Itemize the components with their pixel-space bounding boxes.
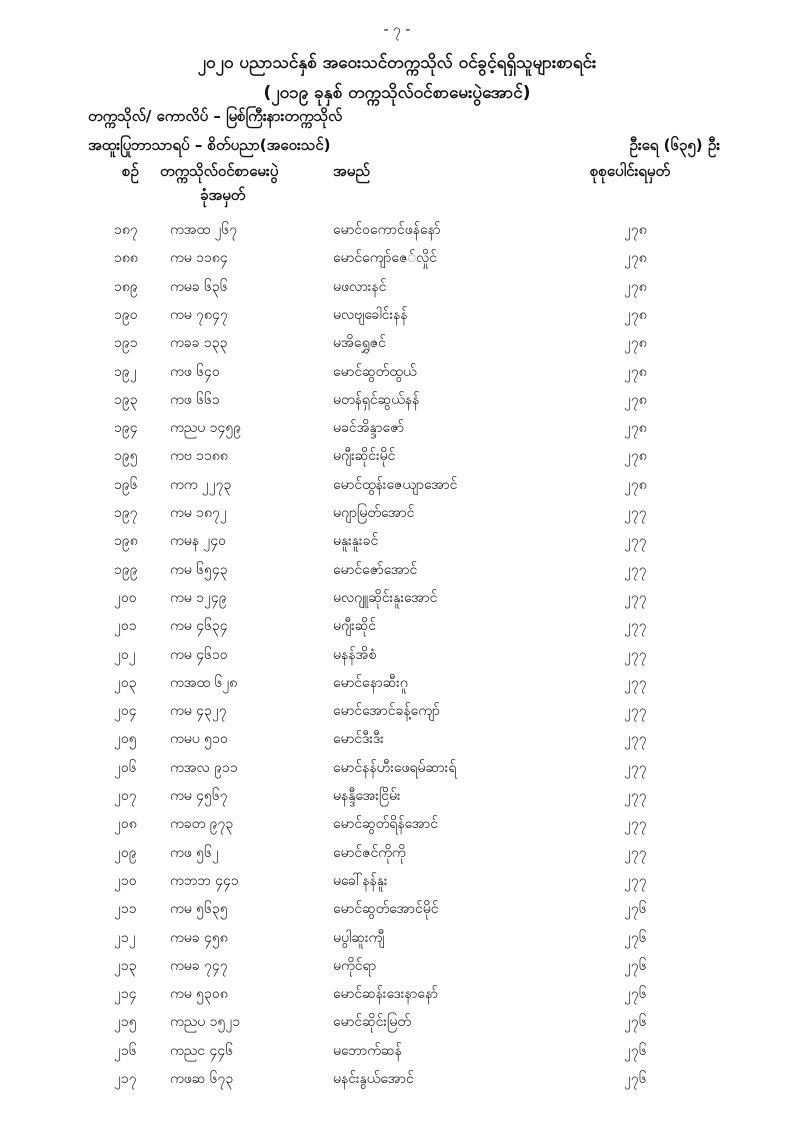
table-row (0, 503, 794, 531)
student-name: မအိရွှေဇင် (333, 335, 386, 352)
row-number: ၁၉၄ (114, 420, 138, 437)
total-marks: ၂၇၇ (624, 561, 647, 578)
student-name: မောင်ကျော်ဇေ်လှိုင် (333, 250, 437, 267)
total-marks: ၂၇၆ (624, 986, 647, 1003)
roll-number: ကမ ၅၃၀၈ (170, 986, 228, 1003)
roll-number: ကမ ၁၂၄၉ (170, 589, 227, 606)
roll-number: ကမန ၂၄၀ (170, 533, 227, 550)
total-marks: ၂၇၇ (624, 872, 647, 889)
table-row (0, 616, 794, 644)
student-name: မနန္ဒီအေးငြိမ်း (333, 788, 401, 804)
row-number: ၂၁၄ (114, 986, 137, 1003)
roll-number: ကမ ၁၈၇၂ (170, 505, 227, 521)
table-row (0, 645, 794, 673)
column-header-marks: စုစုပေါင်းရမှတ် (590, 162, 671, 180)
student-name: မဘောက်ဆန် (333, 1042, 402, 1059)
roll-number: ကမ ၁၁၈၄ (170, 250, 228, 267)
table-row (0, 928, 794, 956)
roll-number: ကမခ ၇၄၇ (170, 957, 228, 974)
table-row (0, 277, 794, 305)
roll-number: ကဖဆ ၆၇၃ (170, 1071, 234, 1087)
row-number: ၂၀၂ (114, 646, 136, 663)
row-number: ၂၀၅ (114, 731, 137, 748)
total-marks: ၂၇၆ (624, 1042, 647, 1059)
table-row (0, 871, 794, 899)
student-name: မောင်ဆွတ်ရိန်အောင် (333, 816, 438, 833)
student-name: မောင်ဆွတ်ထွယ် (333, 363, 417, 380)
row-number: ၁၉၂ (114, 363, 137, 380)
total-marks: ၂၇၇ (624, 618, 647, 635)
student-name: မောင်ဆိုင်းမြတ် (333, 1014, 411, 1031)
row-number: ၂၁၇ (114, 1071, 137, 1087)
student-name: မနူးနူးခင် (333, 533, 379, 550)
row-number: ၁၉၆ (114, 476, 138, 493)
student-name: မကိုင်ရာ (333, 957, 377, 974)
total-marks: ၂၇၈ (624, 448, 647, 465)
table-row (0, 1012, 794, 1040)
total-marks: ၂၇၆ (624, 1014, 647, 1031)
row-number: ၁၉၈ (114, 533, 138, 550)
row-number: ၂၀၃ (114, 674, 137, 691)
student-name: မဂျီးဆိုင်းမိုင် (333, 448, 396, 465)
roll-number: ကမခ ၄၅၈ (170, 929, 228, 946)
row-number: ၂၁၆ (114, 1042, 137, 1059)
student-name: မောင်ဒီးဒီး (333, 731, 384, 748)
roll-number: ကဖ ၅၆၂ (170, 844, 219, 861)
student-name: မောင်အောင်ခန့်ကျော် (333, 703, 440, 720)
student-name: မနန်အိစံ (333, 646, 377, 663)
row-number: ၂၁၃ (114, 957, 137, 974)
total-marks: ၂၇၇ (624, 703, 647, 720)
table-row (0, 786, 794, 814)
row-number: ၁၉၁ (114, 335, 138, 352)
total-marks: ၂၇၆ (624, 957, 647, 974)
total-marks: ၂၇၆ (624, 1071, 647, 1087)
total-marks: ၂၇၈ (624, 306, 647, 323)
table-row (0, 843, 794, 871)
roll-number: ကအထ ၂၆၇ (170, 222, 238, 238)
table-row (0, 1041, 794, 1069)
total-marks: ၂၇၆ (624, 929, 647, 946)
table-row (0, 418, 794, 446)
roll-number: ကမ ၇၈၄၇ (170, 306, 228, 323)
total-marks: ၂၇၆ (624, 901, 647, 918)
roll-number: ကအလ ၉၁၁ (170, 759, 238, 776)
row-number: ၁၉၉ (114, 561, 138, 578)
roll-number: ကမ ၄၆၃၄ (170, 618, 228, 635)
university-line: တက္ကသိုလ်/ ကောလိပ် – မြစ်ကြီးနားတက္ကသိုလ် (88, 107, 343, 125)
table-row (0, 248, 794, 276)
student-name: မောင်ဆန်းဒေးနာနော် (333, 986, 438, 1003)
student-name: မပွါဆူးကျီ (333, 929, 385, 946)
roll-number: ကက ၂၂၇၃ (170, 476, 232, 493)
subject-label: အထူးပြုဘာသာရပ် – စိတ်ပညာ(အဝေးသင်) (88, 136, 331, 154)
student-name: မောင်နန်ဟီးဖေရမ်ဆားရ် (333, 759, 457, 776)
roll-number: ကညပ ၁၄၅၉ (170, 420, 242, 437)
row-number: ၂၀၆ (114, 759, 137, 776)
total-marks: ၂၇၇ (624, 646, 647, 663)
total-marks: ၂၇၇ (624, 505, 647, 521)
table-row (0, 475, 794, 503)
row-number: ၁၉၃ (114, 391, 138, 408)
row-number: ၂၀၄ (114, 703, 137, 720)
table-row (0, 701, 794, 729)
table-row (0, 1069, 794, 1097)
total-marks: ၂၇၇ (624, 816, 647, 833)
table-row (0, 305, 794, 333)
roll-number: ကမ ၄၃၂၇ (170, 703, 227, 720)
quota-label: ဦးရေ (၆၃၅) ဦး (629, 136, 720, 154)
roll-number: ကဖ ၆၆၁ (170, 391, 220, 408)
table-row (0, 362, 794, 390)
row-number: ၁၉၅ (114, 448, 138, 465)
total-marks: ၂၇၇ (624, 759, 647, 776)
roll-number: ကမ ၆၅၄၃ (170, 561, 228, 578)
student-name: မလဂျူဆိုင်းနူးအောင် (333, 589, 438, 606)
column-header-roll-line2: ခုံအမှတ် (200, 186, 246, 204)
student-name: မဖလားနင် (333, 278, 387, 295)
table-row (0, 560, 794, 588)
table-row (0, 673, 794, 701)
row-number: ၂၀၉ (114, 844, 137, 861)
total-marks: ၂၇၈ (624, 420, 647, 437)
roll-number: ကအထ ၆၂၈ (170, 674, 238, 691)
student-name: မခေါ်နန်နူး (333, 872, 388, 889)
total-marks: ၂၇၇ (624, 788, 647, 804)
table-row (0, 390, 794, 418)
row-number: ၂၁၁ (114, 901, 137, 918)
row-number: ၁၉၀ (114, 306, 138, 323)
table-row (0, 899, 794, 927)
row-number: ၂၀၀ (114, 589, 137, 606)
total-marks: ၂၇၇ (624, 731, 647, 748)
table-row (0, 984, 794, 1012)
row-number: ၁၈၉ (114, 278, 138, 295)
row-number: ၁၈၇ (114, 222, 138, 238)
total-marks: ၂၇၇ (624, 533, 647, 550)
student-name: မတန်ရှင်ဆွယ်နန် (333, 391, 420, 408)
total-marks: ၂၇၈ (624, 363, 647, 380)
table-row (0, 814, 794, 842)
table-row (0, 220, 794, 248)
roll-number: ကမခ ၆၃၆ (170, 278, 228, 295)
table-row (0, 758, 794, 786)
row-number: ၂၀၁ (114, 618, 137, 635)
total-marks: ၂၇၇ (624, 589, 647, 606)
student-name: မောင်ထွန်းဇေယျာအောင် (333, 476, 458, 493)
roll-number: ကညင ၄၄၆ (170, 1042, 234, 1059)
total-marks: ၂၇၈ (624, 335, 647, 352)
roll-number: ကမ ၄၆၁၀ (170, 646, 228, 663)
row-number: ၂၀၇ (114, 788, 137, 804)
student-name: မောင်ဇင်ကိုကို (333, 844, 406, 861)
roll-number: ကခခ ၁၃၃ (170, 335, 228, 352)
row-number: ၂၀၈ (114, 816, 137, 833)
total-marks: ၂၇၇ (624, 674, 647, 691)
total-marks: ၂၇၈ (624, 222, 647, 238)
row-number: ၁၉၇ (114, 505, 138, 521)
total-marks: ၂၇၈ (624, 250, 647, 267)
student-name: မောင်ဝကောင်ဖန်နော် (333, 222, 441, 238)
total-marks: ၂၇၇ (624, 844, 647, 861)
column-header-name: အမည် (333, 162, 370, 180)
student-name: မနင်းနွယ်အောင် (333, 1071, 414, 1087)
page-subtitle: (၂၀၁၉ ခုနှစ် တက္ကသိုလ်ဝင်စာမေးပွဲအောင်) (263, 83, 531, 103)
row-number: ၂၁၅ (114, 1014, 137, 1031)
row-number: ၂၁၀ (114, 872, 137, 889)
roll-number: ကဘဘ ၄၄၁ (170, 872, 239, 889)
total-marks: ၂၇၈ (624, 476, 647, 493)
table-row (0, 446, 794, 474)
table-row (0, 531, 794, 559)
total-marks: ၂၇၈ (624, 391, 647, 408)
row-number: ၁၈၈ (114, 250, 138, 267)
roll-number: ကညပ ၁၅၂၁ (170, 1014, 241, 1031)
total-marks: ၂၇၈ (624, 278, 647, 295)
roll-number: ကခတ ၉၇၃ (170, 816, 234, 833)
roll-number: ကဗ ၁၁၈၈ (170, 448, 228, 465)
student-name: မလဗျခေါင်းနန် (333, 306, 408, 323)
roll-number: ကမပ ၅၁၀ (170, 731, 228, 748)
student-name: မောင်ဇော်အောင် (333, 561, 418, 578)
table-row (0, 956, 794, 984)
table-row (0, 588, 794, 616)
roll-number: ကဖ ၆၄၀ (170, 363, 220, 380)
page-number: - ၇ - (383, 22, 411, 38)
student-name: မောင်နောဆီးဂူ (333, 674, 408, 691)
table-row (0, 333, 794, 361)
column-header-no: စဉ် (122, 162, 139, 180)
table-row (0, 729, 794, 757)
roll-number: ကမ ၅၆၃၅ (170, 901, 228, 918)
student-name: မခင်အိန္ဒာဇော် (333, 420, 405, 437)
page-title: ၂၀၂၀ ပညာသင်နှစ် အဝေးသင်တက္ကသိုလ် ဝင်ခွင့်ရရှိသူများစာရင်း (197, 53, 597, 73)
student-name: မောင်ဆွတ်အောင်မိုင် (333, 901, 439, 918)
student-name: မဂျာမြတ်အောင် (333, 505, 415, 521)
row-number: ၂၁၂ (114, 929, 136, 946)
student-name: မဂျီးဆိုင် (333, 618, 377, 635)
column-header-roll: တက္ကသိုလ်ဝင်စာမေးပွဲ (160, 162, 279, 180)
roll-number: ကမ ၄၅၆၇ (170, 788, 228, 804)
